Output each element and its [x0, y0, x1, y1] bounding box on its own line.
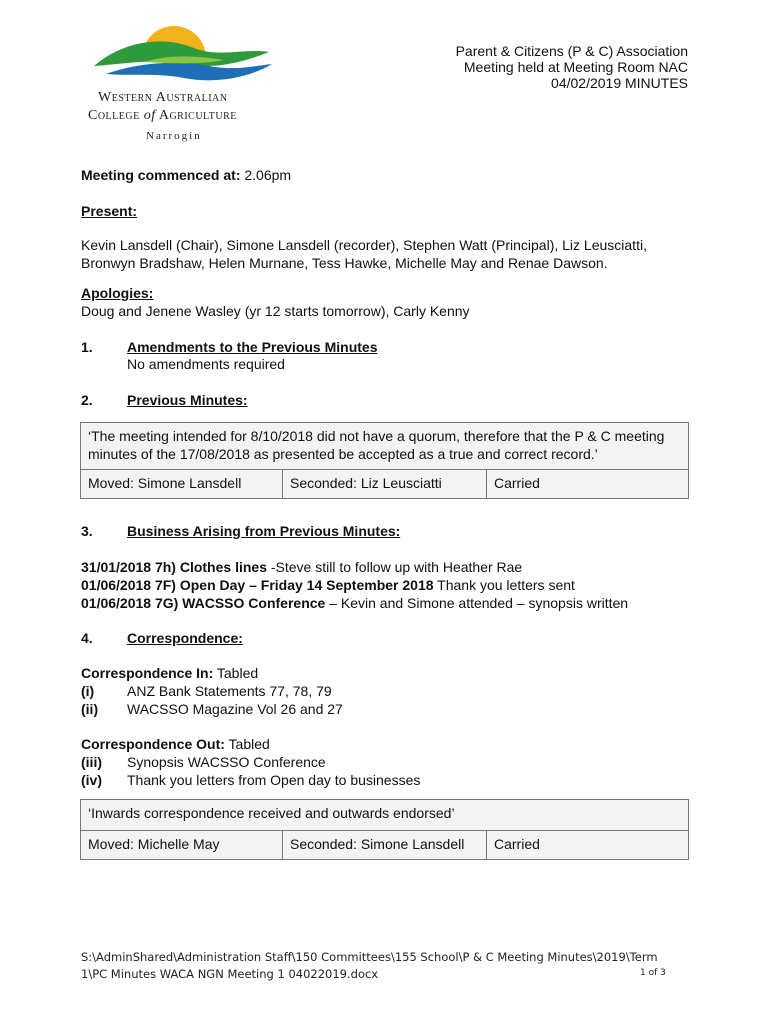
logo-text-of: of — [143, 108, 156, 123]
section3-title: Business Arising from Previous Minutes: — [127, 523, 401, 539]
college-logo — [84, 18, 284, 148]
correspondence-item-text: WACSSO Magazine Vol 26 and 27 — [127, 701, 343, 717]
correspondence-in-label: Correspondence In: — [81, 665, 214, 681]
motion1-text — [81, 423, 689, 470]
correspondence-in-status: Tabled — [213, 665, 259, 681]
motion1-seconded: Seconded: Liz Leusciatti — [283, 470, 487, 499]
correspondence-out — [81, 735, 270, 753]
section2-title: Previous Minutes: — [127, 392, 248, 408]
motion1-table — [80, 422, 689, 499]
motion1-text-line2: minutes of the 17/08/2018 as presented be accepted as a true and correct record.’ — [88, 446, 598, 462]
business-item — [81, 594, 628, 612]
correspondence-item-number: (iii) — [81, 754, 102, 770]
correspondence-item-number: (i) — [81, 683, 95, 699]
section1-title: Amendments to the Previous Minutes — [127, 339, 378, 355]
section3-number: 3. — [81, 523, 93, 539]
logo-text-line2 — [88, 108, 237, 124]
motion2-result: Carried — [487, 831, 689, 860]
business-item-ref: 01/06/2018 7F) Open Day – Friday 14 September 2018 — [81, 577, 434, 593]
section1-text: No amendments required — [127, 356, 285, 372]
header-date: 04/02/2019 MINUTES — [551, 75, 688, 91]
business-item-ref: 01/06/2018 7G) WACSSO Conference — [81, 595, 326, 611]
apologies-text: Doug and Jenene Wasley (yr 12 starts tomorrow), Carly Kenny — [81, 303, 470, 319]
commenced-time: 2.06pm — [240, 167, 292, 183]
motion1-moved: Moved: Simone Lansdell — [81, 470, 283, 499]
logo-text-college: College — [88, 108, 144, 123]
business-item — [81, 558, 522, 576]
section4-number: 4. — [81, 630, 93, 646]
motion2-seconded: Seconded: Simone Lansdell — [283, 831, 487, 860]
footer-path-line2: 1\PC Minutes WACA NGN Meeting 1 04022019.docx — [81, 967, 379, 981]
apologies-heading: Apologies: — [81, 285, 154, 301]
footer-file-path — [81, 949, 658, 983]
document-header — [456, 43, 688, 91]
business-item-text: Thank you letters sent — [433, 577, 575, 593]
business-item — [81, 576, 575, 594]
section4-title: Correspondence: — [127, 630, 243, 646]
page-number: 1 of 3 — [640, 968, 666, 978]
correspondence-out-status: Tabled — [224, 736, 270, 752]
motion2-table — [80, 799, 689, 860]
logo-text-line1: Western Australian — [98, 90, 228, 105]
present-heading: Present: — [81, 203, 138, 219]
motion1-text-line1: ‘The meeting intended for 8/10/2018 did not have a quorum, therefore that the P & C meeting — [88, 428, 665, 444]
header-association: Parent & Citizens (P & C) Association — [455, 43, 688, 59]
correspondence-item-text: ANZ Bank Statements 77, 78, 79 — [127, 683, 332, 699]
motion2-moved: Moved: Michelle May — [81, 831, 283, 860]
business-item-text: -Steve still to follow up with Heather Rae — [270, 559, 523, 575]
correspondence-in — [81, 664, 258, 682]
present-list-line1: Kevin Lansdell (Chair), Simone Lansdell (recorder), Stephen Watt (Principal), Liz Leusciatti, — [81, 237, 647, 253]
footer-path-line1: S:\AdminShared\Administration Staff\150 Committees\155 School\P & C Meeting Minutes\2019\Term — [81, 950, 658, 964]
logo-emblem-icon — [84, 18, 284, 98]
business-item-text: – Kevin and Simone attended – synopsis written — [325, 595, 629, 611]
correspondence-out-label: Correspondence Out: — [81, 736, 225, 752]
meeting-commenced — [81, 166, 291, 184]
present-list-line2: Bronwyn Bradshaw, Helen Murnane, Tess Hawke, Michelle May and Renae Dawson. — [81, 255, 608, 271]
correspondence-item-text: Synopsis WACSSO Conference — [127, 754, 326, 770]
correspondence-item-number: (iv) — [81, 772, 102, 788]
commenced-label: Meeting commenced at: — [81, 167, 241, 183]
section1-number: 1. — [81, 339, 93, 355]
motion2-text: ‘Inwards correspondence received and outwards endorsed’ — [81, 800, 689, 831]
logo-text-agriculture: Agriculture — [155, 108, 237, 123]
motion1-result: Carried — [487, 470, 689, 499]
business-item-ref: 31/01/2018 7h) Clothes lines — [81, 559, 271, 575]
section2-number: 2. — [81, 392, 93, 408]
logo-text-line3: Narrogin — [146, 130, 202, 142]
correspondence-item-text: Thank you letters from Open day to businesses — [127, 772, 421, 788]
header-location: Meeting held at Meeting Room NAC — [463, 59, 688, 75]
correspondence-item-number: (ii) — [81, 701, 99, 717]
